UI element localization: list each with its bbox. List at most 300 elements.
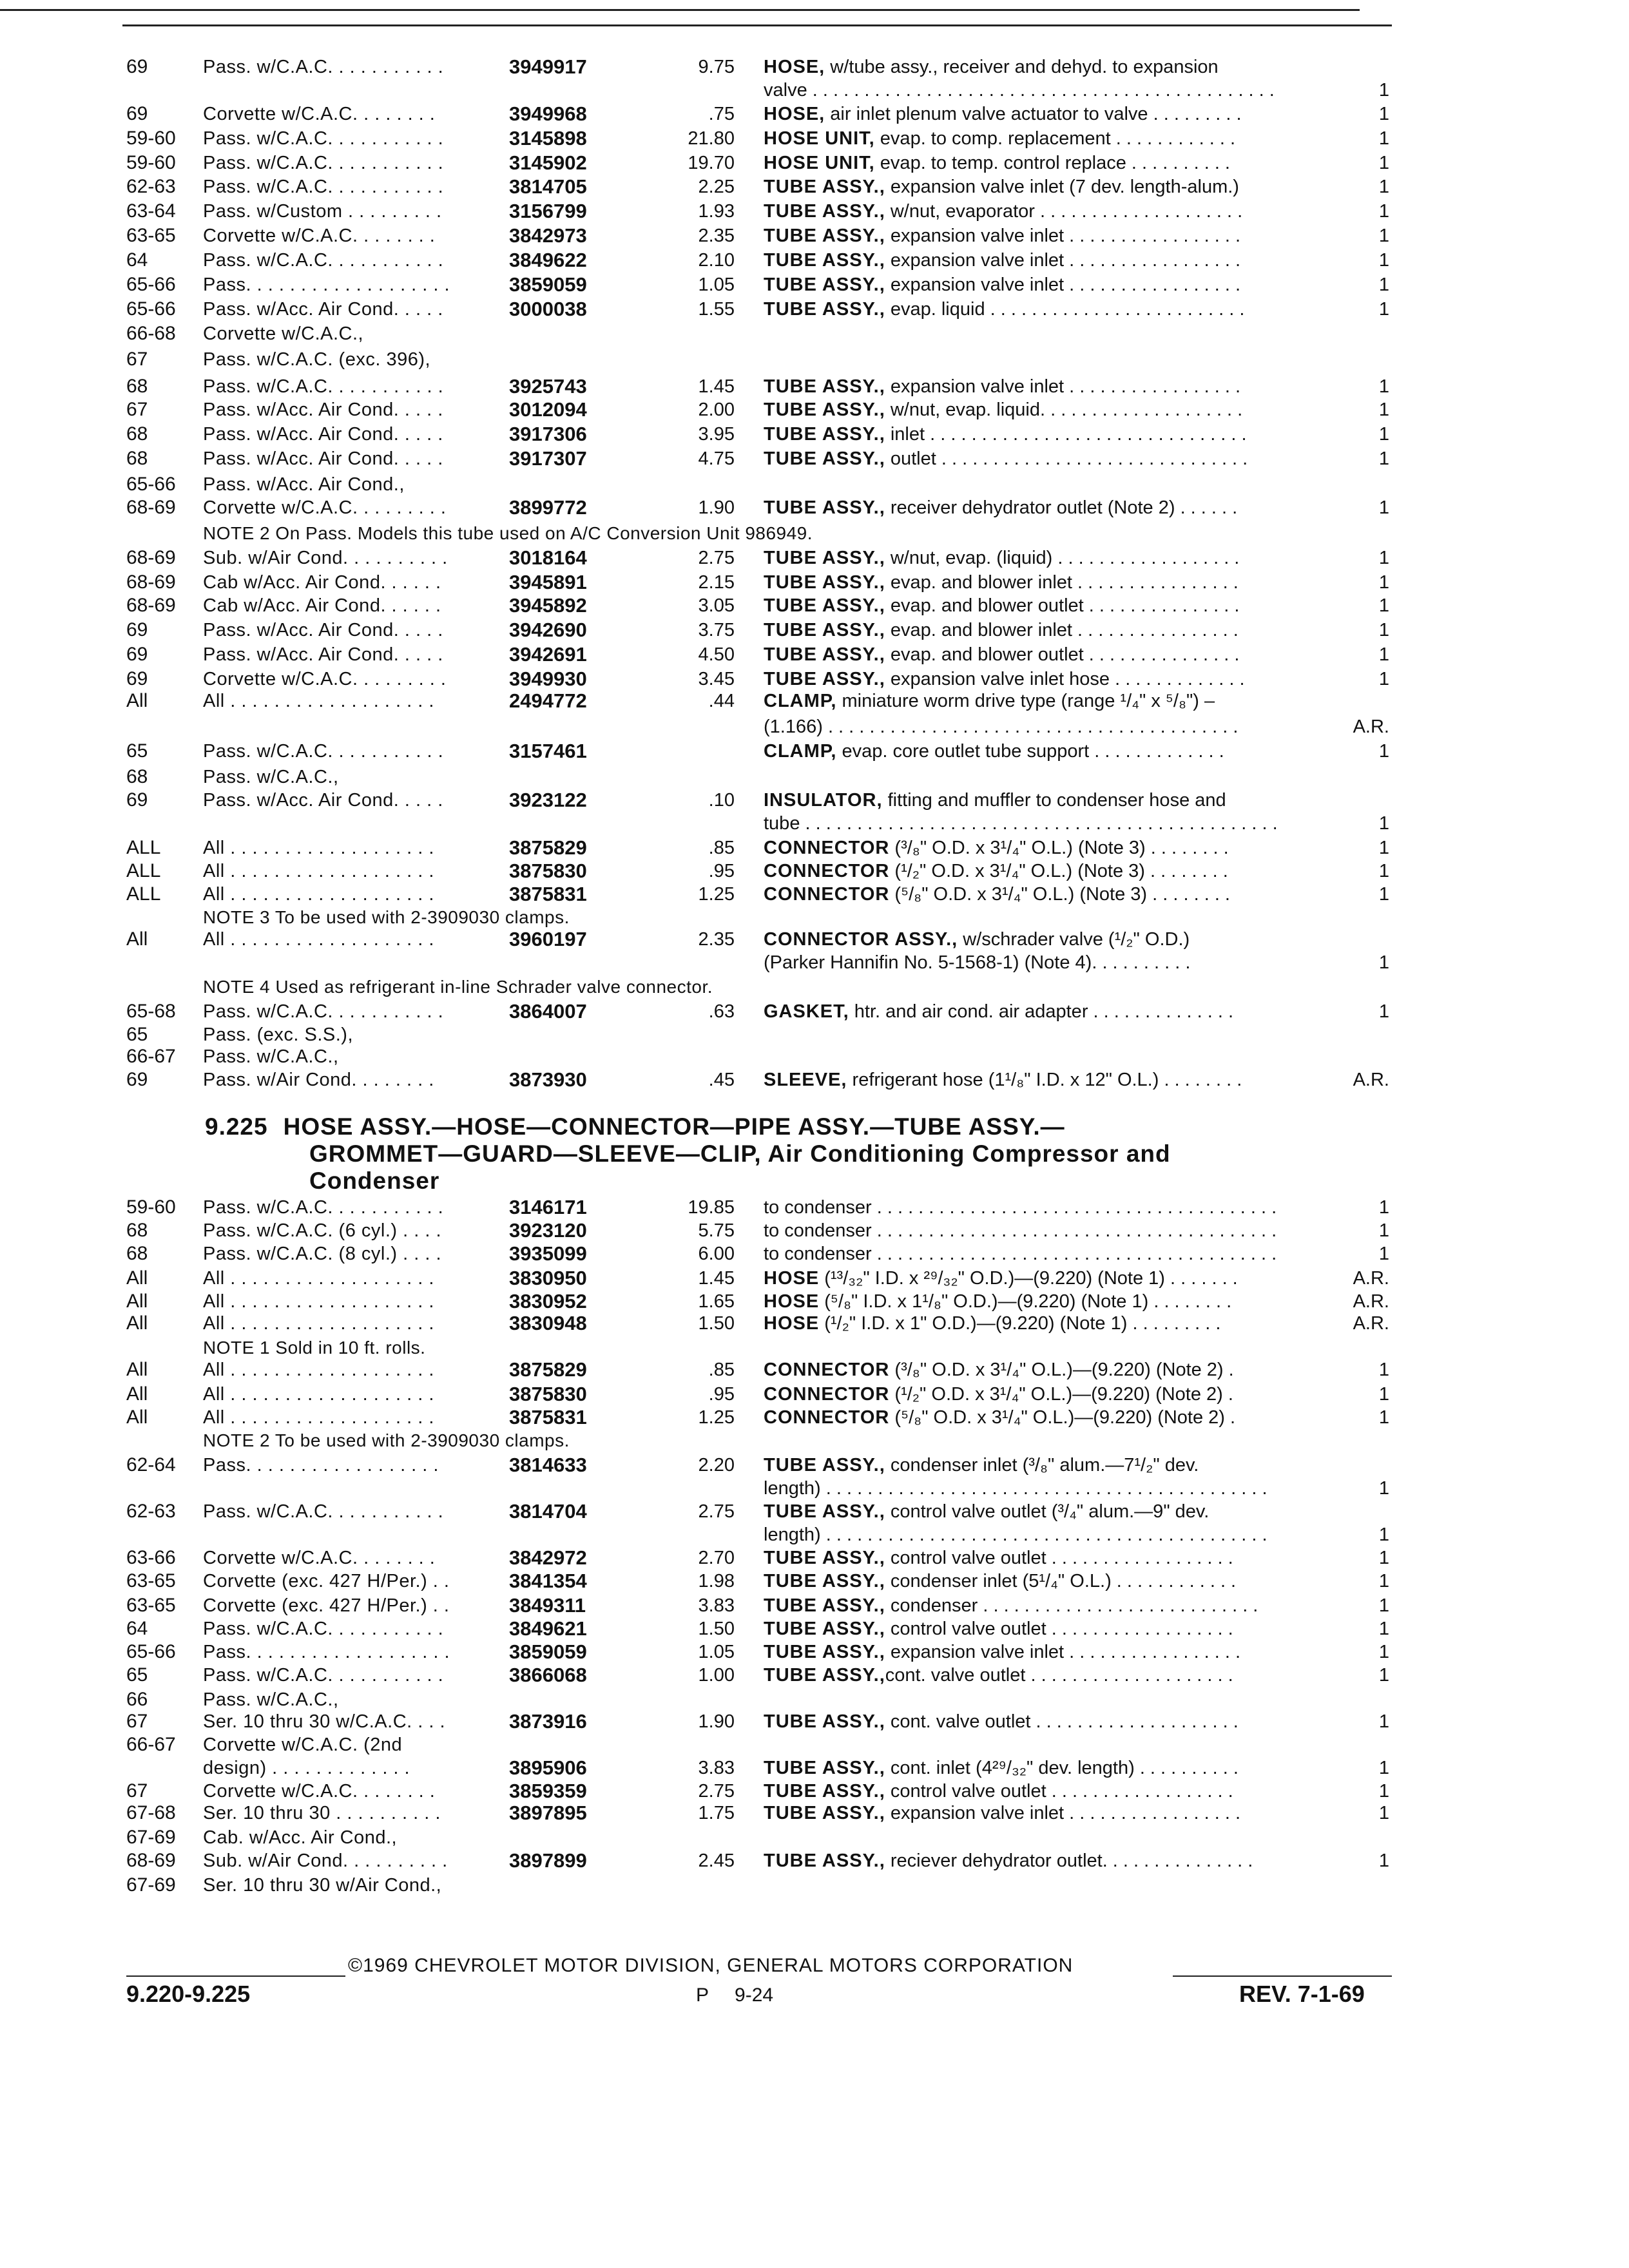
part-name: TUBE ASSY., [764,1619,885,1639]
part-number: 3899772 [509,496,587,519]
model-year: All [126,1407,148,1428]
part-description [764,1477,1340,1500]
quantity: 1 [1378,399,1389,420]
part-name: TUBE ASSY., [764,644,885,665]
table-row [0,127,1629,150]
section-title-line-3: Condenser [309,1168,440,1194]
part-description [764,836,1340,860]
description-text: tube . . . . . . . . . . . . . . . . . . . . . . . . . . . . . . . . . . . . . . . . . . . . . . [764,813,1278,834]
description-text: (³/₈" O.D. x 3¹/₄" O.L.)—(9.220) (Note 2) . [889,1360,1234,1380]
price: 2.35 [698,929,735,950]
description-text: control valve outlet . . . . . . . . . . . . . . . . . . [885,1619,1233,1639]
model-year: 68 [126,448,148,469]
part-description [764,546,1340,570]
table-row [0,348,1629,371]
part-description [764,249,1340,272]
part-number: 3859059 [509,1640,587,1663]
part-description [764,1594,1340,1617]
quantity: A.R. [1353,1291,1389,1312]
model-year: 66-67 [126,1734,176,1755]
part-name: TUBE ASSY., [764,1781,885,1802]
description-text: evap. core outlet tube support . . . . . . . . . . . . . [836,741,1224,762]
part-description [764,1454,1340,1477]
table-row [0,765,1629,789]
price: 1.50 [698,1313,735,1334]
quantity: 1 [1378,1571,1389,1591]
part-name: CONNECTOR [764,838,890,858]
table-row [0,1383,1629,1406]
table-row [0,1874,1629,1897]
section-title-line-2: GROMMET—GUARD—SLEEVE—CLIP, Air Conditioning Compressor and [309,1140,1171,1167]
model-year: 62-63 [126,176,176,197]
quantity: 1 [1378,1665,1389,1686]
part-number: 3875830 [509,860,587,882]
part-description [764,1780,1340,1803]
part-number: 3923122 [509,789,587,811]
description-text: (⁵/₈" O.D. x 3¹/₄" O.L.)—(9.220) (Note 2) . [889,1407,1236,1428]
model-year: 66-67 [126,1046,176,1067]
description-text: evap. liquid . . . . . . . . . . . . . . . . . . . . . . . . . [885,299,1245,320]
quantity: 1 [1378,1711,1389,1732]
quantity: 1 [1378,497,1389,518]
model-application: Corvette w/C.A.C. . . . . . . . [203,1781,436,1802]
table-row [0,1640,1629,1664]
table-row [0,151,1629,175]
quantity: A.R. [1353,716,1389,737]
table-row [0,928,1629,951]
description-text: cont. valve outlet . . . . . . . . . . . . . . . . . . . . [885,1665,1233,1686]
table-row [0,1406,1629,1429]
description-text: fitting and muffler to condenser hose and [882,790,1226,811]
model-year: 68-69 [126,1850,176,1871]
table-row [0,375,1629,398]
footer-rule-right [1173,1975,1392,1977]
model-year: All [126,928,148,950]
part-number: 3849311 [509,1594,586,1617]
description-text: expansion valve inlet . . . . . . . . . . . . . . . . . [885,376,1241,397]
price: 3.95 [698,424,735,445]
description-text: evap. and blower outlet . . . . . . . . . . . . . . . [885,595,1240,616]
model-application: Pass. w/C.A.C. . . . . . . . . . . [203,1501,444,1522]
quantity: 1 [1378,299,1389,320]
part-number: 3859059 [509,273,587,296]
model-application: Pass. w/C.A.C. (exc. 396), [203,349,431,370]
part-name: TUBE ASSY., [764,201,885,222]
quantity: 1 [1378,226,1389,246]
part-number: 3842973 [509,224,587,247]
description-text: control valve outlet (³/₄" alum.—9" dev. [885,1501,1210,1522]
price: .63 [708,1001,735,1022]
part-description [764,643,1340,666]
part-description [764,1383,1340,1406]
part-number: 3960197 [509,928,587,950]
price: 5.75 [698,1220,735,1241]
model-year: 65-66 [126,474,176,495]
model-year: 69 [126,1069,148,1090]
price: 1.25 [698,1407,735,1428]
model-application: Pass. w/Acc. Air Cond. . . . . [203,620,443,640]
table-row [0,398,1629,421]
description-text: miniature worm drive type (range ¹/₄" x ⁵/₈") – [836,691,1215,711]
model-application: Pass. w/C.A.C. . . . . . . . . . . [203,128,444,149]
table-row [0,1802,1629,1825]
price: 1.90 [698,497,735,518]
table-row [0,273,1629,296]
description-text: (1.166) . . . . . . . . . . . . . . . . . . . . . . . . . . . . . . . . . . . . . . . . [764,716,1239,737]
price: 2.75 [698,548,735,568]
price: 1.00 [698,1665,735,1686]
table-row [0,1570,1629,1593]
table-row [0,473,1629,496]
table-row [0,79,1629,102]
quantity: 1 [1378,1478,1389,1499]
part-description [764,1242,1340,1265]
price: 3.45 [698,669,735,689]
footer-revision: REV. 7-1-69 [1239,1981,1365,2007]
model-year: 63-65 [126,1595,176,1616]
part-number: 3873916 [509,1710,587,1733]
part-number: 3935099 [509,1242,587,1265]
model-year: 63-65 [126,225,176,246]
part-number: 3945892 [509,594,587,617]
quantity: 1 [1378,669,1389,689]
quantity: 1 [1378,1244,1389,1264]
model-application: Pass. w/C.A.C. . . . . . . . . . . [203,177,444,197]
part-name: TUBE ASSY., [764,1850,885,1871]
part-description [764,127,1340,150]
quantity: A.R. [1353,1313,1389,1334]
part-number: 3925743 [509,375,587,398]
table-row [0,1000,1629,1023]
part-number: 3875829 [509,1358,587,1381]
part-name: HOSE, [764,57,825,77]
table-row [0,1617,1629,1640]
part-name: GASKET, [764,1001,849,1022]
description-text: length) . . . . . . . . . . . . . . . . . . . . . . . . . . . . . . . . . . . . . . . . . . . [764,1478,1268,1499]
price: 1.05 [698,274,735,295]
table-row [0,249,1629,272]
model-application: Pass. w/C.A.C., [203,1046,339,1067]
part-description [764,55,1340,79]
model-application: All . . . . . . . . . . . . . . . . . . . [203,1360,434,1380]
part-number: 3830950 [509,1267,587,1289]
model-application: Pass. w/C.A.C. (6 cyl.) . . . . [203,1220,441,1241]
description-text: expansion valve inlet (7 dev. length-alum.) [885,177,1239,197]
section-number: 9.225 [205,1113,268,1140]
part-number: 3145902 [509,151,587,174]
model-year: 69 [126,619,148,640]
part-description [764,273,1340,296]
model-year: All [126,1383,148,1405]
part-name: TUBE ASSY., [764,1642,885,1662]
part-name: HOSE [764,1291,820,1312]
table-row [0,1780,1629,1803]
part-name: TUBE ASSY., [764,177,885,197]
price: 4.75 [698,448,735,469]
quantity: 1 [1378,1197,1389,1218]
price: 1.98 [698,1571,735,1591]
quantity: A.R. [1353,1070,1389,1090]
model-year: 65 [126,1024,148,1045]
part-number: 3897899 [509,1849,587,1872]
part-name: CONNECTOR [764,1360,890,1380]
quantity: 1 [1378,448,1389,469]
part-description [764,224,1340,247]
price: .85 [708,1360,735,1380]
price: .10 [708,790,735,811]
part-number: 3830952 [509,1290,587,1312]
model-application: design) . . . . . . . . . . . . . [203,1758,410,1778]
price: 2.35 [698,226,735,246]
description-text: expansion valve inlet . . . . . . . . . . . . . . . . . [885,1642,1241,1662]
model-application: Pass. w/C.A.C. . . . . . . . . . . [203,1001,444,1022]
part-description [764,1617,1340,1640]
section-title-line-1: HOSE ASSY.—HOSE—CONNECTOR—PIPE ASSY.—TUBE ASSY.— [283,1113,1065,1140]
part-description [764,1219,1340,1242]
model-year: 67-68 [126,1802,176,1823]
model-year: 68-69 [126,595,176,616]
part-description [764,715,1340,738]
quantity: 1 [1378,1619,1389,1639]
description-text: control valve outlet . . . . . . . . . . . . . . . . . . [885,1548,1233,1568]
part-name: CONNECTOR [764,861,890,881]
part-number: 3866068 [509,1664,587,1686]
price: 1.55 [698,299,735,320]
part-name: CONNECTOR ASSY., [764,929,958,950]
part-name: TUBE ASSY., [764,548,885,568]
table-row [0,1242,1629,1265]
model-application: Pass. w/C.A.C. . . . . . . . . . . [203,57,444,77]
model-application: All . . . . . . . . . . . . . . . . . . . [203,1268,434,1289]
part-number: 3942690 [509,619,587,641]
part-name: CLAMP, [764,741,837,762]
description-text: htr. and air cond. air adapter . . . . . . . . . . . . . . [849,1001,1234,1022]
model-year: All [126,1312,148,1334]
part-description [764,928,1340,951]
model-application: Pass. w/Acc. Air Cond. . . . . [203,299,443,320]
table-row [0,860,1629,883]
model-year: 63-65 [126,1570,176,1591]
price: 1.93 [698,201,735,222]
model-application: All . . . . . . . . . . . . . . . . . . . [203,1313,434,1334]
model-application: All . . . . . . . . . . . . . . . . . . . [203,929,434,950]
model-application: Cab w/Acc. Air Cond. . . . . . [203,595,441,616]
footer-rule-left [126,1975,345,1977]
model-year: 69 [126,668,148,689]
model-year: 65 [126,1664,148,1686]
price: 1.45 [698,376,735,397]
price: .95 [708,861,735,881]
part-name: HOSE UNIT, [764,128,875,149]
table-row [0,1312,1629,1335]
table-row [0,1710,1629,1733]
quantity: 1 [1378,376,1389,397]
description-text: w/nut, evaporator . . . . . . . . . . . . . . . . . . . . [885,201,1243,222]
part-description [764,1068,1340,1091]
part-number: 3859359 [509,1780,587,1802]
part-name: CONNECTOR [764,1384,890,1405]
part-description [764,594,1340,617]
part-name: TUBE ASSY., [764,424,885,445]
table-row [0,1068,1629,1091]
footnote: NOTE 2 On Pass. Models this tube used on A/C Conversion Unit 986949. [203,523,813,543]
model-application: Pass. w/C.A.C., [203,767,339,787]
part-name: CONNECTOR [764,884,890,905]
part-description [764,1500,1340,1523]
price: 1.45 [698,1268,735,1289]
model-application: Pass. . . . . . . . . . . . . . . . . . . [203,274,450,295]
part-name: TUBE ASSY., [764,669,885,689]
footnote: NOTE 2 To be used with 2-3909030 clamps. [203,1430,570,1450]
part-number: 3897895 [509,1802,587,1824]
part-description [764,423,1340,446]
price: 9.75 [698,57,735,77]
part-description [764,668,1340,691]
description-text: (³/₈" O.D. x 3¹/₄" O.L.) (Note 3) . . . . . . . . [889,838,1229,858]
quantity: 1 [1378,153,1389,173]
model-year: 68-69 [126,572,176,593]
model-application: Pass. w/Acc. Air Cond., [203,474,405,495]
part-description [764,1196,1340,1219]
table-row [0,1756,1629,1780]
part-name: HOSE, [764,104,825,124]
footnote: NOTE 1 Sold in 10 ft. rolls. [203,1338,426,1358]
table-row [0,1664,1629,1687]
model-application: Pass. w/C.A.C., [203,1689,339,1710]
model-application: Pass. w/Acc. Air Cond. . . . . [203,424,443,445]
description-text: condenser inlet (³/₈" alum.—7¹/₂" dev. [885,1455,1199,1475]
table-row [0,740,1629,763]
model-year: 67 [126,349,148,370]
model-year: 67 [126,399,148,420]
description-text: (Parker Hannifin No. 5-1568-1) (Note 4). . . . . . . . . . [764,952,1191,973]
table-row [0,447,1629,470]
description-text: air inlet plenum valve actuator to valve . . . . . . . . . [825,104,1242,124]
part-number: 3814704 [509,1500,587,1523]
model-year: 64 [126,1618,148,1639]
quantity: 1 [1378,1758,1389,1778]
quantity: 1 [1378,1001,1389,1022]
description-text: expansion valve inlet hose . . . . . . . . . . . . . [885,669,1245,689]
part-description [764,619,1340,642]
quantity: 1 [1378,838,1389,858]
model-year: 59-60 [126,1196,176,1218]
part-name: TUBE ASSY., [764,1803,885,1823]
header-rule [122,24,1392,26]
quantity: 1 [1378,952,1389,973]
part-number: 2494772 [509,689,587,712]
table-row [0,689,1629,713]
model-application: All . . . . . . . . . . . . . . . . . . . [203,1384,434,1405]
part-description [764,1523,1340,1546]
quantity: 1 [1378,1384,1389,1405]
model-application: Corvette w/C.A.C. . . . . . . . [203,104,436,124]
model-application: Cab. w/Acc. Air Cond., [203,1827,398,1848]
model-year: 65-66 [126,298,176,320]
part-description [764,1267,1340,1290]
model-application: Pass. w/Custom . . . . . . . . . [203,201,442,222]
part-number: 3875831 [509,1406,587,1428]
part-name: TUBE ASSY., [764,448,885,469]
part-number: 3012094 [509,398,587,421]
part-number: 3875831 [509,883,587,905]
part-name: HOSE UNIT, [764,153,875,173]
price: .95 [708,1384,735,1405]
quantity: 1 [1378,1524,1389,1545]
price: 1.25 [698,884,735,905]
model-year: 68 [126,1220,148,1241]
part-number: 3849621 [509,1617,587,1640]
table-row [0,715,1629,738]
description-text: to condenser . . . . . . . . . . . . . . . . . . . . . . . . . . . . . . . . . . . . . . . [764,1244,1277,1264]
model-year: ALL [126,860,161,881]
description-text: w/nut, evap. (liquid) . . . . . . . . . . . . . . . . . . [885,548,1240,568]
part-number: 3873930 [509,1068,587,1091]
part-description [764,1312,1340,1335]
description-text: (¹³/₃₂" I.D. x ²⁹/₃₂" O.D.)—(9.220) (Note 1) . . . . . . . [819,1268,1238,1289]
part-number: 3949968 [509,102,587,125]
model-application: Pass. . . . . . . . . . . . . . . . . . [203,1455,439,1475]
model-year: 64 [126,249,148,271]
part-description [764,151,1340,175]
part-description [764,1802,1340,1825]
price: 2.00 [698,399,735,420]
model-application: Corvette w/C.A.C. . . . . . . . [203,226,436,246]
part-number: 3018164 [509,546,587,569]
table-row [0,951,1629,974]
price: 3.83 [698,1758,735,1778]
price: 2.10 [698,250,735,271]
table-row [0,175,1629,198]
quantity: A.R. [1353,1268,1389,1289]
quantity: 1 [1378,424,1389,445]
table-row [0,55,1629,79]
model-year: 65 [126,740,148,762]
quantity: 1 [1378,177,1389,197]
quantity: 1 [1378,104,1389,124]
model-year: 69 [126,103,148,124]
part-description [764,1000,1340,1023]
model-year: 65-66 [126,274,176,295]
part-name: INSULATOR, [764,790,883,811]
table-row [0,1688,1629,1711]
quantity: 1 [1378,644,1389,665]
part-name: TUBE ASSY., [764,1455,885,1475]
part-name: TUBE ASSY., [764,399,885,420]
table-row [0,1290,1629,1313]
part-description [764,1664,1340,1687]
part-number: 3849622 [509,249,587,271]
model-application: Pass. (exc. S.S.), [203,1024,353,1045]
table-row [0,1045,1629,1068]
price: 19.85 [688,1197,735,1218]
part-description [764,1756,1340,1780]
part-name: TUBE ASSY., [764,1711,885,1732]
description-text: (¹/₂" O.D. x 3¹/₄" O.L.) (Note 3) . . . . . . . . [889,861,1228,881]
table-row [0,836,1629,860]
model-year: 67-69 [126,1874,176,1896]
quantity: 1 [1378,1360,1389,1380]
description-text: reciever dehydrator outlet. . . . . . . . . . . . . . . [885,1850,1253,1871]
quantity: 1 [1378,1850,1389,1871]
part-description [764,447,1340,470]
description-text: expansion valve inlet . . . . . . . . . . . . . . . . . [885,250,1241,271]
model-application: All . . . . . . . . . . . . . . . . . . . [203,861,434,881]
price: 2.25 [698,177,735,197]
table-row [0,594,1629,617]
model-year: 69 [126,789,148,811]
part-name: TUBE ASSY., [764,620,885,640]
